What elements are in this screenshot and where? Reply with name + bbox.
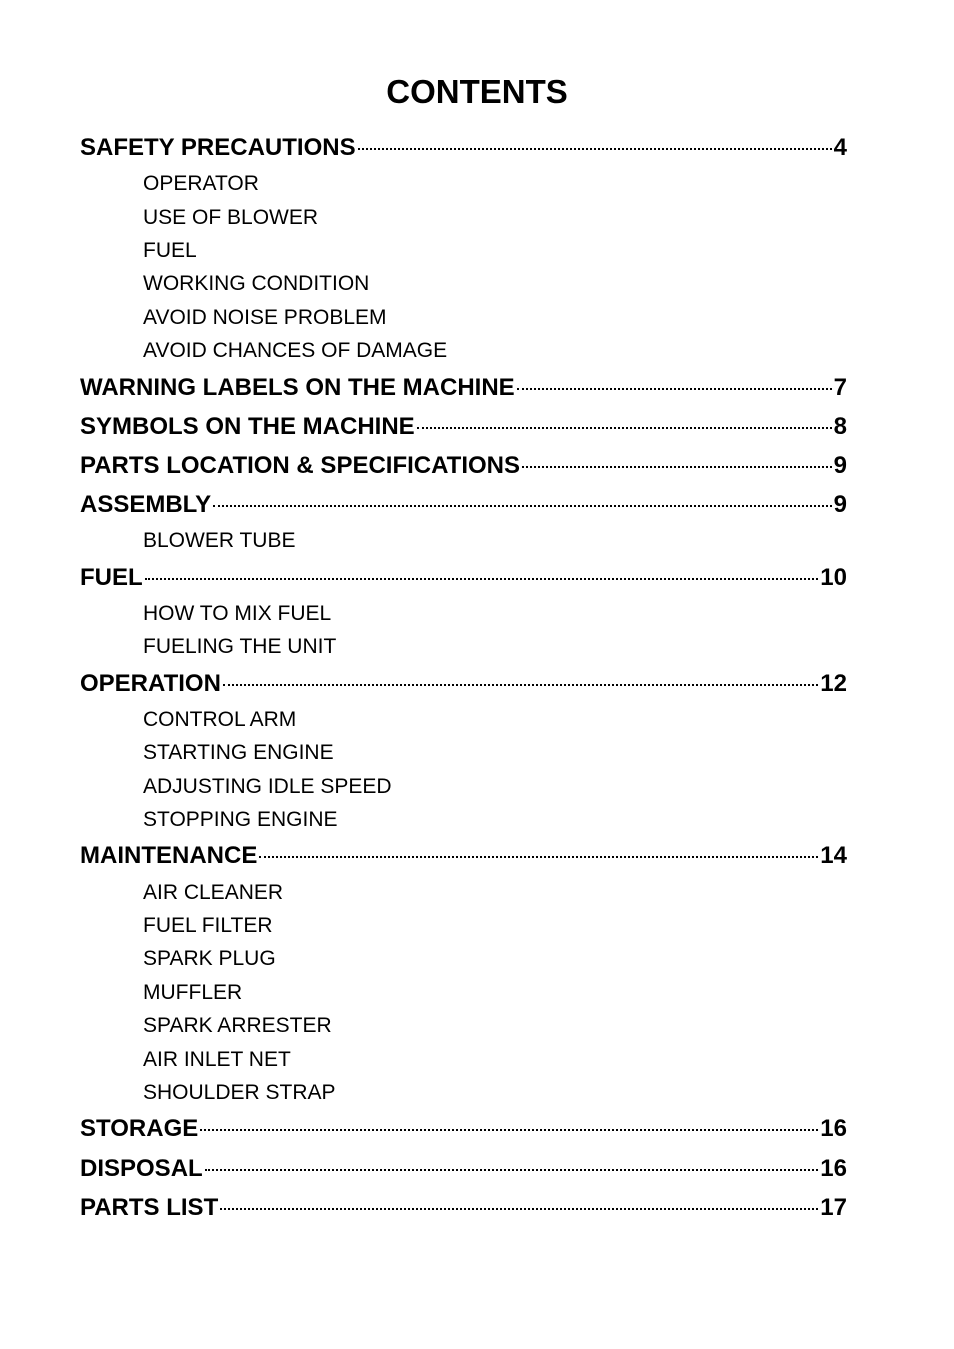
dot-leader (145, 578, 819, 580)
toc-section-label: STORAGE (80, 1115, 199, 1143)
toc-subitem[interactable]: SPARK ARRESTER (143, 1014, 332, 1038)
toc-section[interactable] (80, 1109, 847, 1148)
toc-subitem[interactable]: OPERATOR (143, 172, 259, 196)
toc-subitem[interactable]: STOPPING ENGINE (143, 808, 338, 831)
toc-subitem[interactable]: CONTROL ARM (143, 707, 297, 731)
toc-section-label: SYMBOLS ON THE MACHINE (80, 412, 415, 440)
toc-subitem[interactable]: MUFFLER (143, 980, 243, 1004)
toc-section[interactable] (80, 128, 847, 167)
toc-section[interactable] (80, 1149, 847, 1188)
toc-subitem[interactable]: WORKING CONDITION (143, 272, 370, 296)
toc-section[interactable] (80, 1188, 847, 1227)
toc-subitem-list (80, 876, 847, 1110)
toc-section-label: SAFETY PRECAUTIONS (80, 134, 356, 161)
toc-subitem[interactable]: FUEL (143, 238, 197, 262)
toc-section[interactable] (80, 407, 847, 446)
toc-subitem[interactable]: FUELING THE UNIT (143, 635, 337, 659)
toc-page-number: 14 (820, 842, 847, 870)
toc-subitem[interactable]: SPARK PLUG (143, 947, 276, 971)
dot-leader (417, 427, 832, 429)
toc-section-label: WARNING LABELS ON THE MACHINE (80, 373, 515, 401)
dot-leader (200, 1129, 818, 1131)
toc-section-label: FUEL (80, 563, 143, 591)
toc-section[interactable] (80, 485, 847, 524)
toc-subitem-list (80, 597, 847, 664)
toc-subitem[interactable]: AIR CLEANER (143, 880, 284, 904)
toc-subitem[interactable]: AVOID CHANCES OF DAMAGE (143, 339, 448, 363)
dot-leader (213, 505, 831, 507)
toc-page-number: 8 (833, 412, 847, 440)
toc-subitem[interactable]: FUEL FILTER (143, 913, 273, 937)
dot-leader (358, 148, 832, 150)
toc-page-number: 9 (833, 491, 847, 519)
toc-subitem[interactable]: STARTING ENGINE (143, 741, 334, 765)
toc-subitem[interactable]: AVOID NOISE PROBLEM (143, 305, 387, 329)
toc-page-number: 10 (820, 563, 847, 591)
toc-page-number: 7 (833, 373, 847, 401)
toc-section-label: ASSEMBLY (80, 491, 212, 519)
toc-subitem-list (80, 167, 847, 367)
toc-subitem-list (80, 703, 847, 837)
toc-page-number: 12 (820, 669, 847, 697)
page-title: CONTENTS (386, 73, 568, 110)
dot-leader (205, 1169, 819, 1171)
toc-page-number: 16 (820, 1154, 847, 1182)
toc-subitem[interactable]: SHOULDER STRAP (143, 1080, 336, 1104)
toc-subitem[interactable]: USE OF BLOWER (143, 205, 319, 229)
toc-subitem[interactable]: BLOWER TUBE (143, 529, 296, 553)
toc-section[interactable] (80, 558, 847, 597)
toc-page-number: 17 (820, 1193, 847, 1221)
toc-section-label: MAINTENANCE (80, 842, 258, 870)
toc-section[interactable] (80, 664, 847, 703)
toc-subitem[interactable]: ADJUSTING IDLE SPEED (143, 774, 392, 798)
toc-section-label: PARTS LOCATION & SPECIFICATIONS (80, 451, 521, 479)
dot-leader (522, 466, 832, 468)
toc-subitem[interactable]: AIR INLET NET (143, 1047, 291, 1071)
toc-section[interactable] (80, 368, 847, 407)
toc-section[interactable] (80, 446, 847, 485)
toc-section-label: PARTS LIST (80, 1193, 219, 1221)
toc-section-label: DISPOSAL (80, 1154, 203, 1182)
toc-subitem-list (80, 524, 847, 557)
dot-leader (223, 684, 818, 686)
toc-page-number: 16 (820, 1115, 847, 1143)
toc-section-label: OPERATION (80, 669, 221, 697)
toc-subitem[interactable]: HOW TO MIX FUEL (143, 601, 332, 625)
dot-leader (220, 1208, 818, 1210)
dot-leader (259, 856, 818, 858)
toc-page-number: 9 (833, 451, 847, 479)
dot-leader (517, 388, 832, 390)
table-of-contents (80, 128, 847, 1227)
toc-page-number: 4 (833, 134, 847, 161)
toc-section[interactable] (80, 836, 847, 875)
